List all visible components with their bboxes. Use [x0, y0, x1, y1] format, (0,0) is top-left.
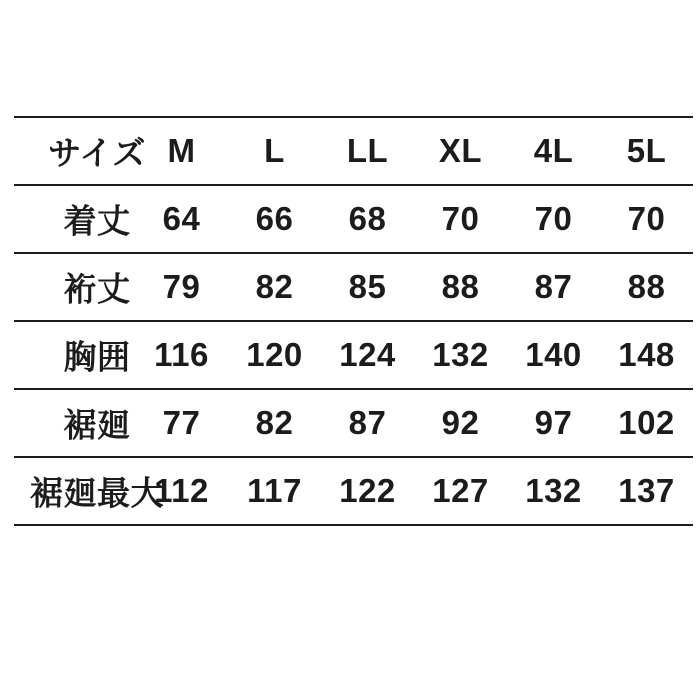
header-col-xl: XL [438, 132, 483, 169]
row-label: 着丈 [63, 202, 131, 240]
row-label-cell [14, 322, 135, 388]
table-row-chest [14, 320, 693, 388]
header-col-5l: 5L [626, 132, 667, 169]
size-value: 132 [432, 336, 489, 373]
size-value: 122 [339, 472, 396, 509]
size-value: 127 [432, 472, 489, 509]
size-value: 64 [162, 200, 201, 237]
size-value: 82 [255, 404, 294, 441]
size-value: 77 [162, 404, 201, 441]
row-label-cell [14, 254, 135, 320]
table-row-hem [14, 388, 693, 456]
header-col-l: L [264, 132, 285, 169]
size-value: 88 [441, 268, 480, 305]
size-value: 132 [525, 472, 582, 509]
table-row-body-length [14, 184, 693, 252]
row-label: 裄丈 [63, 270, 131, 308]
row-label-cell [14, 458, 164, 524]
size-value: 82 [255, 268, 294, 305]
size-value: 79 [162, 268, 201, 305]
header-col-4l: 4L [533, 132, 574, 169]
size-value: 87 [534, 268, 573, 305]
size-value: 148 [618, 336, 675, 373]
size-value: 92 [441, 404, 480, 441]
header-size-label: サイズ [48, 134, 146, 172]
size-value: 112 [154, 472, 209, 509]
size-value: 116 [154, 336, 209, 373]
size-value: 124 [339, 336, 396, 373]
header-col-m: M [167, 132, 196, 169]
size-value: 137 [618, 472, 675, 509]
size-value: 70 [534, 200, 573, 237]
size-value: 120 [246, 336, 303, 373]
header-col-ll: LL [346, 132, 389, 169]
size-value: 70 [627, 200, 666, 237]
header-label-cell [14, 118, 146, 184]
header-row [14, 116, 693, 184]
size-value: 117 [247, 472, 302, 509]
row-label-cell [14, 390, 135, 456]
size-value: 87 [348, 404, 387, 441]
size-value: 88 [627, 268, 666, 305]
table-row-sleeve-length [14, 252, 693, 320]
row-label: 胸囲 [63, 338, 131, 376]
table-row-hem-max [14, 456, 693, 524]
row-label: 裾廻 [63, 406, 131, 444]
size-table [14, 116, 693, 526]
size-value: 102 [618, 404, 675, 441]
row-label-cell [14, 186, 135, 252]
size-value: 68 [348, 200, 387, 237]
row-label: 裾廻最大 [30, 474, 164, 512]
size-value: 140 [525, 336, 582, 373]
size-value: 66 [255, 200, 294, 237]
size-value: 85 [348, 268, 387, 305]
size-value: 70 [441, 200, 480, 237]
size-value: 97 [534, 404, 573, 441]
